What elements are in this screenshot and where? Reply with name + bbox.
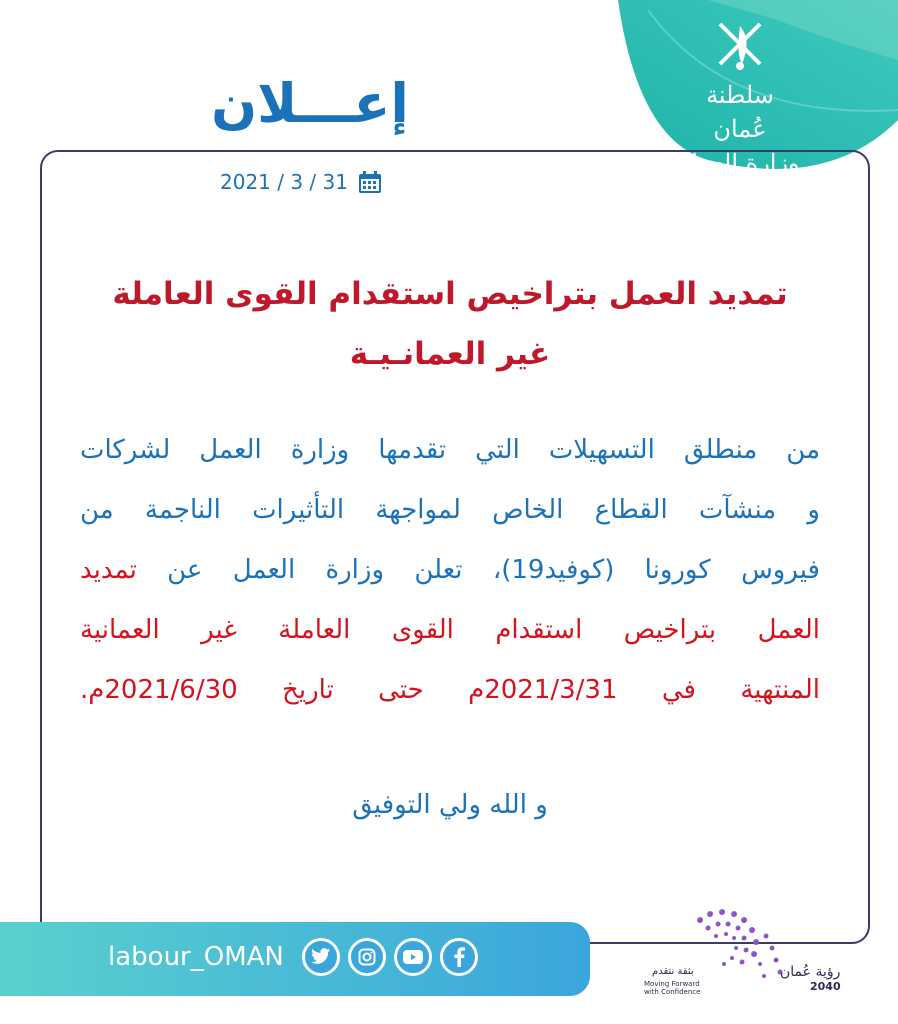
vision-arabic: رؤية عُمان: [780, 964, 841, 980]
footer-bar: [0, 922, 590, 996]
ministry-name-2: وزارة العمل: [680, 149, 800, 177]
body-line-1: من منطلق التسهيلات التي تقدمها وزارة العمل لشركات: [80, 435, 820, 465]
ministry-name-1: سلطنة عُمان: [706, 81, 774, 143]
vision-year: 2040: [810, 980, 841, 993]
body-line-3: [80, 540, 820, 600]
body-line-3-highlight: تمديد: [80, 555, 137, 585]
body-line-4: العمل بتراخيص استقدام القوى العاملة غير العمانية: [80, 615, 820, 645]
announcement-date: 2021 / 3 / 31: [220, 170, 348, 194]
instagram-icon[interactable]: [348, 938, 386, 976]
facebook-icon[interactable]: [440, 938, 478, 976]
body-line-3-text: فيروس كورونا (كوفيد19)، تعلن وزارة العمل عن: [167, 555, 820, 585]
twitter-icon[interactable]: [302, 938, 340, 976]
social-handle[interactable]: labour_OMAN: [108, 942, 284, 972]
vision-2040-logo: [640, 900, 898, 1010]
youtube-icon[interactable]: [394, 938, 432, 976]
date-row: [220, 170, 382, 194]
slogan-english: Moving Forward with Confidence: [644, 980, 701, 996]
announcement-body: [80, 420, 820, 720]
title-line-2: غير العمانـيـة: [349, 336, 551, 372]
slogan-arabic: بثقة نتقدم: [652, 966, 694, 977]
body-line-2: و منشآت القطاع الخاص لمواجهة التأثيرات الناجمة من: [80, 495, 820, 525]
announcement-heading: إعـــلان: [211, 72, 409, 135]
calendar-icon: [358, 170, 382, 194]
body-line-5: المنتهية في 2021/3/31م حتى تاريخ 2021/6/30م.: [80, 675, 820, 705]
title-line-1: تمديد العمل بتراخيص استقدام القوى العاملة: [112, 276, 788, 312]
emblem-icon: [710, 14, 770, 74]
closing-text: و الله ولي التوفيق: [352, 790, 548, 820]
